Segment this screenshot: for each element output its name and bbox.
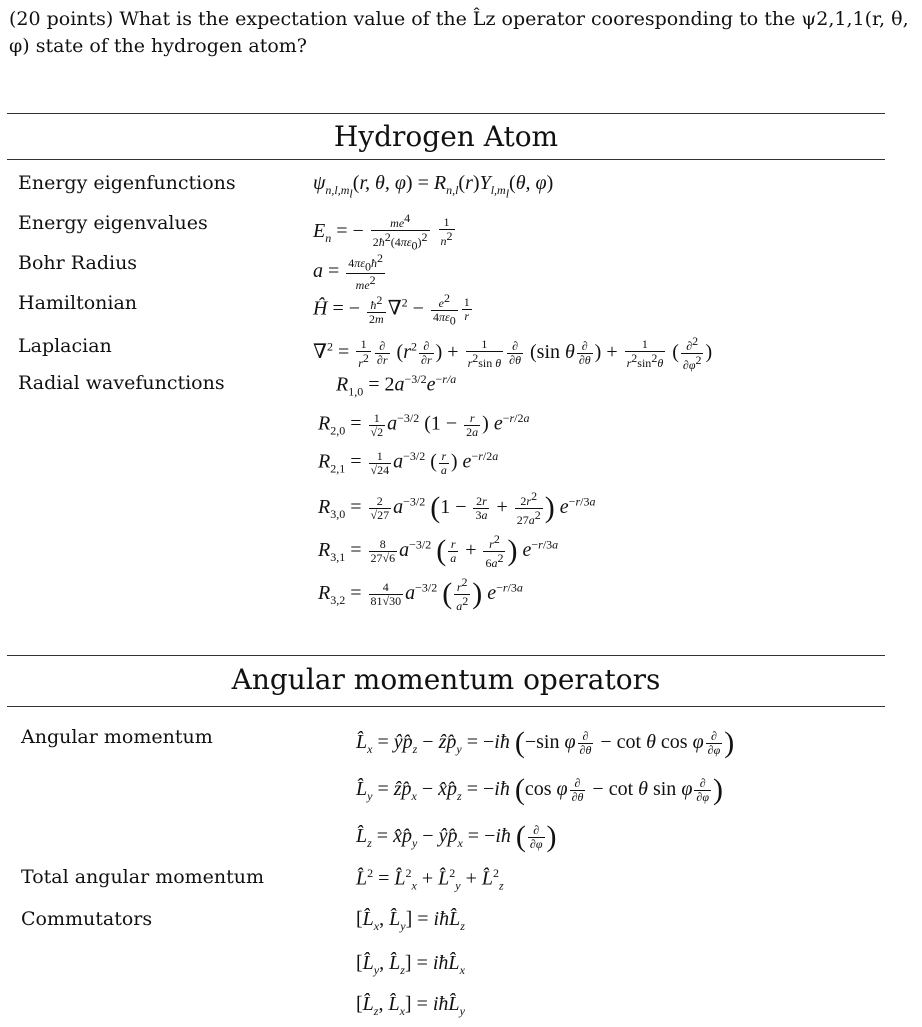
eq-r21: $R_{2,1}$ = $\frac{1}{√24}$ $a^{-3/2}$ ( $\frac{r}{a}$ ) $e^{-r/2a}$ (318, 448, 499, 477)
eq-laplacian: ∇$^2$ = $\frac{1}{r^2}$ $\frac{\partial}{\partial r}$ ($r^2$ $\frac{\partial}{\partial r}$ ) + $\frac{1}{r^2\sin \theta}$ $\frac{\partial}{\partial\theta}$ (sin θ $\frac{\partial}{\partial\theta}$ ) + $\frac{1}{r^2\sin^2\theta}$ ( $\frac{\partial^2}{\partial\varphi^2}$ ) (313, 334, 713, 372)
row-comm-2 (18, 952, 898, 986)
row-lz (18, 820, 898, 854)
row-hamiltonian (18, 292, 898, 326)
label-total-angular-momentum: Total angular momentum (21, 866, 265, 888)
eq-lx: $L̂_x$ = $ŷp̂_z$ − $ẑp̂_y$ = −iħ (−sin φ $\frac{\partial}{\partial\theta}$ − cot θ cos φ $\frac{\partial}{\partial\varphi}$ ) (356, 726, 735, 759)
eq-r10: $R_{1,0} = 2a^{-3/2}e^{-r/a}$ (336, 372, 457, 399)
eq-bohr: a = $\frac{4\pi\varepsilon_0ħ^2}{me^2}$ (313, 251, 384, 293)
eq-r20: $R_{2,0}$ = $\frac{1}{√2}$ $a^{-3/2}$ (1 − $\frac{r}{2a}$ ) $e^{-r/2a}$ (318, 410, 530, 439)
eq-comm-xy: [$L̂_x$, $L̂_y$] = $iħL̂_z$ (356, 908, 465, 933)
eq-ly: $L̂_y$ = $ẑp̂_x$ − $x̂p̂_z$ = −iħ (cos φ $\frac{\partial}{\partial\theta}$ − cot θ sin φ $\frac{\partial}{\partial\varphi}$ ) (356, 773, 723, 806)
label-angular-momentum: Angular momentum (21, 726, 213, 748)
eq-eigenfunctions: $\psi_{n,l,m_l}(r$, θ, $\varphi) = R_{n,l}(r)Y_{l,m_l}(\theta$, φ) (313, 172, 554, 201)
eq-hamiltonian: Ĥ = − $\frac{ħ^2}{2m}$ ∇$^2$ − $\frac{e^2}{4\pi\varepsilon_0}$ $\frac{1}{r}$ (313, 291, 470, 328)
rule-mid-hydrogen (7, 159, 885, 160)
eq-l2: L̂$^2$ = L̂$^2_x$ + L̂$^2_y$ + L̂$^2_z$ (356, 866, 504, 893)
eq-r32: $R_{3,2}$ = $\frac{4}{81√30}$ $a^{-3/2}$ ( $\frac{r^2}{a^2}$ ) $e^{-r/3a}$ (318, 575, 523, 613)
rule-top-hydrogen (7, 113, 885, 114)
row-lx (18, 726, 898, 760)
label-radial: Radial wavefunctions (18, 372, 225, 394)
label-energy-eigenfunctions: Energy eigenfunctions (18, 172, 236, 194)
row-comm-3 (18, 993, 898, 1027)
row-r32 (18, 575, 898, 613)
eq-r31: $R_{3,1}$ = $\frac{8}{27√6}$ $a^{-3/2}$ ( $\frac{r}{a}$ + $\frac{r^2}{6a^2}$ ) $e^{-r/3a}$ (318, 532, 559, 570)
eq-eigenvalues: $E_n$ = − $\frac{me^4}{2ħ^2(4\pi\varepsilon_0)^2}$ $\frac{1}{n^2}$ (313, 211, 453, 253)
label-laplacian: Laplacian (18, 335, 112, 357)
question-text: (20 points) What is the expectation value of the L̂z operator cooresponding to the ψ2,1,1(r, θ, φ) state of the hydrogen atom? (9, 8, 909, 57)
label-energy-eigenvalues: Energy eigenvalues (18, 212, 208, 234)
row-ly (18, 773, 898, 807)
eq-lz: $L̂_z$ = $x̂p̂_y$ − $ŷp̂_x$ = −iħ ( $\frac{\partial}{\partial\varphi}$ ) (356, 820, 557, 853)
eq-comm-yz: [$L̂_y$, $L̂_z$] = $iħL̂_x$ (356, 952, 465, 977)
row-bohr-radius (18, 251, 898, 293)
eq-r30: $R_{3,0}$ = $\frac{2}{√27}$ $a^{-3/2}$ (1 − $\frac{2r}{3a}$ + $\frac{2r^2}{27a^2}$ ) $e^{-r/3a}$ (318, 489, 596, 527)
row-r31 (18, 532, 898, 570)
row-r20 (18, 411, 898, 445)
label-commutators: Commutators (21, 908, 153, 930)
label-bohr-radius: Bohr Radius (18, 252, 138, 274)
row-laplacian (18, 334, 898, 372)
row-r30 (18, 489, 898, 527)
row-radial (18, 372, 898, 406)
row-total (18, 866, 898, 900)
row-comm-1 (18, 908, 898, 942)
eq-comm-zx: [$L̂_z$, $L̂_x$] = $iħL̂_y$ (356, 993, 465, 1018)
row-energy-eigenvalues (18, 211, 898, 253)
rule-top-angular (7, 655, 885, 656)
label-hamiltonian: Hamiltonian (18, 292, 138, 314)
row-energy-eigenfunctions (18, 172, 898, 206)
row-r21 (18, 449, 898, 483)
section-title-hydrogen: Hydrogen Atom (333, 120, 559, 153)
rule-mid-angular (7, 706, 885, 707)
section-title-angular: Angular momentum operators (231, 663, 661, 696)
